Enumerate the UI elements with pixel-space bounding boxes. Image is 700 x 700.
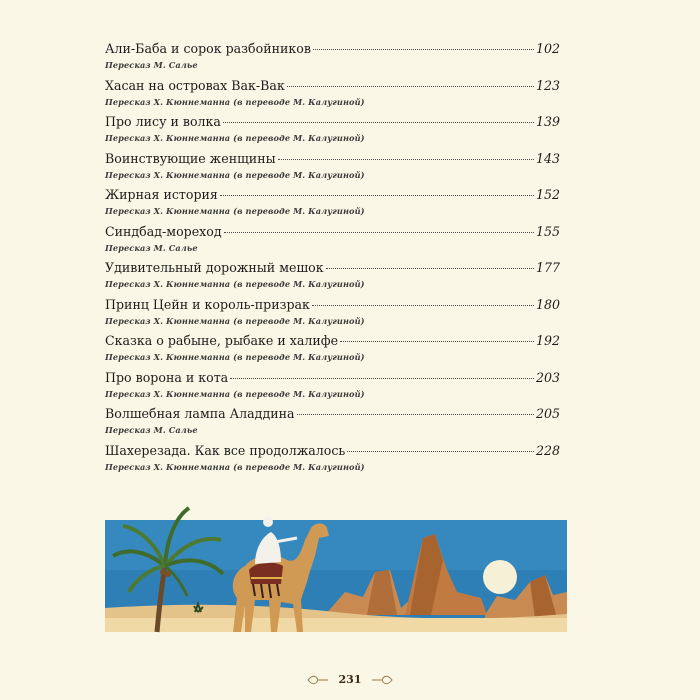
- story-credit: Пересказ М. Салье: [105, 60, 198, 70]
- story-title: Про ворона и кота: [105, 369, 229, 385]
- toc-entry[interactable]: [105, 369, 560, 406]
- sand: [105, 618, 567, 632]
- story-credit: Пересказ Х. Кюннеманна (в переводе М. Калугиной): [105, 96, 365, 107]
- page-number: 155: [535, 223, 560, 239]
- story-credit: Пересказ Х. Кюннеманна (в переводе М. Калугиной): [105, 352, 365, 362]
- page-number: 180: [535, 296, 560, 312]
- dot-leader: [278, 159, 534, 160]
- story-title: Хасан на островах Вак-Вак: [105, 77, 285, 93]
- story-credit: Пересказ Х. Кюннеманна (в переводе М. Калугиной): [105, 315, 365, 326]
- story-title: Синдбад-мореход: [105, 223, 222, 239]
- story-title: Волшебная лампа Аладдина: [105, 406, 295, 421]
- toc-entry[interactable]: [105, 296, 560, 333]
- page-number: 102: [535, 41, 560, 56]
- dot-leader: [230, 378, 534, 379]
- desert-illustration: [105, 500, 567, 645]
- sun: [483, 560, 517, 594]
- dot-leader: [340, 341, 534, 342]
- dot-leader: [297, 414, 534, 415]
- toc-entry[interactable]: [105, 40, 560, 77]
- page-number: 139: [535, 114, 560, 129]
- dot-leader: [312, 305, 534, 306]
- page-number: 143: [535, 150, 560, 166]
- toc-entry[interactable]: [105, 259, 560, 296]
- story-credit: Пересказ Х. Кюннеманна (в переводе М. Калугиной): [105, 461, 365, 472]
- page-number: 192: [535, 333, 560, 348]
- dot-leader: [224, 232, 534, 233]
- story-credit: Пересказ Х. Кюннеманна (в переводе М. Калугиной): [105, 388, 365, 399]
- toc-entry[interactable]: [105, 150, 560, 187]
- story-title: Али-Баба и сорок разбойников: [105, 41, 311, 56]
- story-credit: Пересказ Х. Кюннеманна (в переводе М. Калугиной): [105, 133, 365, 143]
- story-title: Воинствующие женщины: [105, 150, 276, 166]
- toc-entry[interactable]: [105, 405, 560, 442]
- toc-entry[interactable]: [105, 223, 560, 260]
- page-number: 152: [535, 187, 560, 202]
- page-number: 228: [535, 442, 560, 458]
- ornament-right-icon: [371, 675, 393, 685]
- page-number: 177: [535, 260, 560, 275]
- ornament-left-icon: [307, 675, 329, 685]
- story-credit: Пересказ М. Салье: [105, 425, 198, 435]
- toc-entry[interactable]: [105, 442, 560, 479]
- story-credit: Пересказ Х. Кюннеманна (в переводе М. Калугиной): [105, 279, 365, 289]
- page-number-footer: 231: [338, 673, 362, 686]
- story-credit: Пересказ Х. Кюннеманна (в переводе М. Калугиной): [105, 206, 365, 216]
- toc-entry[interactable]: [105, 113, 560, 150]
- toc-entry[interactable]: [105, 332, 560, 369]
- story-title: Про лису и волка: [105, 114, 221, 129]
- toc-entry[interactable]: [105, 186, 560, 223]
- dot-leader: [313, 49, 534, 50]
- story-credit: Пересказ М. Салье: [105, 242, 198, 253]
- page-number: 203: [535, 369, 560, 385]
- story-title: Удивительный дорожный мешок: [105, 260, 324, 275]
- dot-leader: [220, 195, 534, 196]
- page-number: 123: [535, 77, 560, 93]
- story-title: Шахерезада. Как все продолжалось: [105, 442, 346, 458]
- story-title: Принц Цейн и король-призрак: [105, 296, 310, 312]
- dot-leader: [287, 86, 534, 87]
- dot-leader: [347, 451, 534, 452]
- page-number: 205: [535, 406, 560, 421]
- page-footer: [0, 673, 700, 686]
- story-title: Жирная история: [105, 187, 218, 202]
- story-credit: Пересказ Х. Кюннеманна (в переводе М. Калугиной): [105, 169, 365, 180]
- story-title: Сказка о рабыне, рыбаке и халифе: [105, 333, 339, 348]
- dot-leader: [223, 122, 534, 123]
- toc-entry[interactable]: [105, 77, 560, 114]
- dot-leader: [326, 268, 534, 269]
- table-of-contents: [105, 40, 560, 478]
